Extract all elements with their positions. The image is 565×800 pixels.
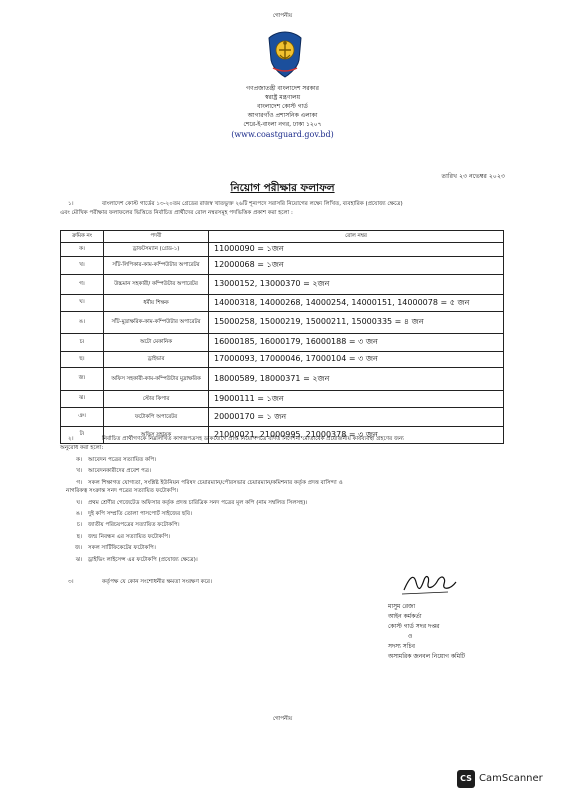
header-line-organization: বাংলাদেশ কোস্ট গার্ড — [257, 103, 308, 110]
list-item — [60, 466, 343, 477]
signatory-committee: অসামরিক জনবল নিয়োগ কমিটি — [388, 653, 466, 660]
notice-date: তারিখ ২৩ নভেম্বর ২০২৩ — [441, 173, 505, 180]
row-serial: ঙ। — [61, 312, 104, 334]
security-label-bottom: গোপনীয় — [272, 716, 293, 722]
signatory-conjunction: ও — [408, 633, 413, 640]
item-text: প্রথম শ্রেণীর গেজেটেড অফিসার কর্তৃক প্রদত্ত চারিত্রিক সনদ পত্রের মূল কপি (নাম সম্বলিত সিলসহ)। — [88, 499, 308, 506]
signature-block — [388, 602, 465, 662]
row-post: অটো মেকানিক — [104, 334, 209, 352]
row-rolls: 18000589, 18000371 = ২জন — [209, 368, 504, 391]
header-line-address: শেরে-ই-বাংলা নগর, ঢাকা ১২০৭ — [243, 121, 322, 128]
row-rolls: 14000318, 14000268, 14000254, 14000151, 14000078 = ৫ জন — [209, 295, 504, 312]
row-serial: খ। — [61, 257, 104, 275]
item-text: জাতীয় পরিচয়পত্রের সত্যায়িত ফটোকপি। — [88, 522, 180, 529]
row-serial: ছ। — [61, 352, 104, 368]
camscanner-watermark: CamScanner — [479, 773, 543, 784]
header-line-area: আগারগাঁও প্রশাসনিক এলাকা — [247, 112, 318, 119]
para2-line2: অনুরোধ করা হলো: — [60, 445, 104, 451]
page-title: নিয়োগ পরীক্ষার ফলাফল — [230, 182, 335, 194]
row-rolls: 11000090 = ১জন — [209, 243, 504, 257]
row-post: অফিস সহায়ক — [104, 427, 209, 444]
item-text: দুই কপি সম্প্রতি তোলা পাসপোর্ট সাইজের ছবি। — [88, 511, 193, 518]
table-row — [61, 408, 504, 427]
coast-guard-emblem — [265, 30, 305, 80]
para3-number: ৩। — [68, 579, 74, 585]
table-header-row — [61, 231, 504, 243]
documents-list — [60, 455, 343, 566]
row-post: ধর্মীয় শিক্ষক — [104, 295, 209, 312]
row-serial: গ। — [61, 275, 104, 295]
header-post: পদবী — [104, 231, 209, 243]
header-serial: ক্রমিক নং — [61, 231, 104, 243]
para1-number: ১। — [68, 201, 74, 207]
para1-line1: বাংলাদেশ কোস্ট গার্ডের ১৩-২০তম গ্রেডের রাজস্ব খাতভুক্ত ২৬টি শূন্যপদে সরাসরি নিয়োগের লক্ষ্যে লিখিত, ব্যবহারিক (প্রযোজ্য ক্ষেত্রে) — [102, 201, 403, 207]
header-line-government: গণপ্রজাতন্ত্রী বাংলাদেশ সরকার — [246, 85, 319, 92]
row-post: ড্রাইভার — [104, 352, 209, 368]
results-table — [60, 230, 504, 444]
row-serial: ঘ। — [61, 295, 104, 312]
item-text: সকল সার্টিফিকেটের ফটোকপি। — [88, 545, 156, 552]
item-letter: ছ। — [76, 533, 82, 540]
header-line-ministry: স্বরাষ্ট্র মন্ত্রণালয় — [264, 94, 301, 101]
item-text: আবেদনকারীদের প্রবেশ পত্র। — [88, 468, 151, 475]
header-roll: রোল নম্বর — [209, 231, 504, 243]
row-serial: ঞ। — [61, 408, 104, 427]
list-item — [60, 543, 343, 554]
list-item — [60, 455, 343, 466]
item-letter: খ। — [76, 468, 82, 475]
item-letter: ক। — [76, 457, 82, 463]
table-row — [61, 275, 504, 295]
row-post: ফটোকপি অপারেটর — [104, 408, 209, 427]
table-row — [61, 295, 504, 312]
para3-text: কর্তৃপক্ষ যে কোন সংশোধনীর ক্ষমতা সংরক্ষণ করে। — [102, 579, 212, 585]
row-serial: চ। — [61, 334, 104, 352]
row-serial: ট। — [61, 427, 104, 444]
item-letter: ঙ। — [75, 511, 82, 518]
item-text: জন্ম নিবন্ধন এর সত্যায়িত ফটোকপি। — [88, 533, 171, 540]
para2-number: ২। — [68, 436, 74, 442]
list-item — [60, 509, 343, 520]
list-item — [60, 555, 343, 566]
row-post: সাঁট-মুদ্রাক্ষরিক-কাম-কম্পিউটার অপারেটর — [104, 312, 209, 334]
item-letter: ঘ। — [76, 499, 82, 506]
item-text: নাগরিকত্ব সংক্রান্ত সনদ পত্রের সত্যায়িত ফটোকপি। — [66, 488, 179, 495]
row-rolls: 13000152, 13000370 = ২জন — [209, 275, 504, 295]
item-letter: জ। — [74, 545, 82, 552]
list-item — [60, 532, 343, 543]
item-text: আবেদন পত্রের সত্যায়িত কপি। — [88, 457, 157, 463]
website-link[interactable]: (www.coastguard.gov.bd) — [231, 130, 334, 139]
table-row — [61, 243, 504, 257]
row-rolls: 17000093, 17000046, 17000104 = ৩ জন — [209, 352, 504, 368]
security-label-top: গোপনীয় — [272, 13, 293, 19]
item-text: সকল শিক্ষাগত যোগ্যতা, সংশ্লিষ্ট ইউনিয়ন পরিষদ চেয়ারম্যান/পৌরসভার চেয়ারম্যান/কমিশনার কর্তৃক প্রদত্ত বাসিন্দা ও — [88, 479, 343, 486]
item-text: ড্রাইভিং লাইসেন্স এর ফটোকপি (প্রযোজ্য ক্ষেত্রে)। — [88, 556, 198, 563]
row-rolls: 20000170 = ১ জন — [209, 408, 504, 427]
list-item — [60, 520, 343, 531]
header-block — [0, 84, 565, 129]
row-rolls: 21000021, 21000995, 21000378 = ৩ জন — [209, 427, 504, 444]
list-item — [60, 498, 343, 509]
row-post: ড্রাফটসম্যান (গ্রেড-১) — [104, 243, 209, 257]
para2-line1: নির্বাচিত প্রার্থীগণকে নিম্নলিখিত কাগজপত্রসহ ডাকযোগে প্রাপ্ত নিয়োগপত্রে বর্ণিত নির্দেশনা মোতাবেক প্রয়োজনীয় কার্যব্যবস্থা গ্রহণের জন্য — [102, 436, 404, 442]
row-post: সাঁট-লিপিকার-কাম-কম্পিউটার অপারেটর — [104, 257, 209, 275]
item-letter: চ। — [76, 522, 82, 529]
row-rolls: 12000068 = ১জন — [209, 257, 504, 275]
row-serial: ঝ। — [61, 391, 104, 408]
row-rolls: 16000185, 16000179, 16000188 = ৩ জন — [209, 334, 504, 352]
signatory-designation: আইন কর্মকর্তা — [388, 613, 422, 620]
table-row — [61, 334, 504, 352]
para1-line2: এবং মৌখিক পরীক্ষার ফলাফলের ভিত্তিতে নির্বাচিত প্রার্থীদের রোল নম্বরসমূহ পদভিত্তিক প্রকাশ করা হলো : — [60, 210, 293, 216]
signatory-office: কোস্ট গার্ড সদর দপ্তর — [388, 623, 440, 630]
row-serial: ক। — [61, 243, 104, 257]
row-serial: জ। — [61, 368, 104, 391]
row-post: স্টোর কিপার — [104, 391, 209, 408]
item-letter: গ। — [76, 479, 82, 486]
row-rolls: 19000111 = ১জন — [209, 391, 504, 408]
item-letter: ঝ। — [75, 556, 82, 563]
row-post: অফিস সহকারী-কাম-কম্পিউটার মুদ্রাক্ষরিক — [104, 368, 209, 391]
row-post: উচ্চমান সহকারী/ কম্পিউটার অপারেটর — [104, 275, 209, 295]
table-row — [61, 257, 504, 275]
row-rolls: 15000258, 15000219, 15000211, 15000335 = ৪ জন — [209, 312, 504, 334]
table-row — [61, 312, 504, 334]
camscanner-logo-icon: CS — [457, 770, 475, 788]
handwritten-signature — [400, 570, 460, 598]
signatory-name: মাসুম রেজা — [388, 603, 416, 610]
table-row — [61, 391, 504, 408]
table-row — [61, 368, 504, 391]
table-row — [61, 352, 504, 368]
signatory-role: সদস্য সচিব — [388, 643, 415, 650]
